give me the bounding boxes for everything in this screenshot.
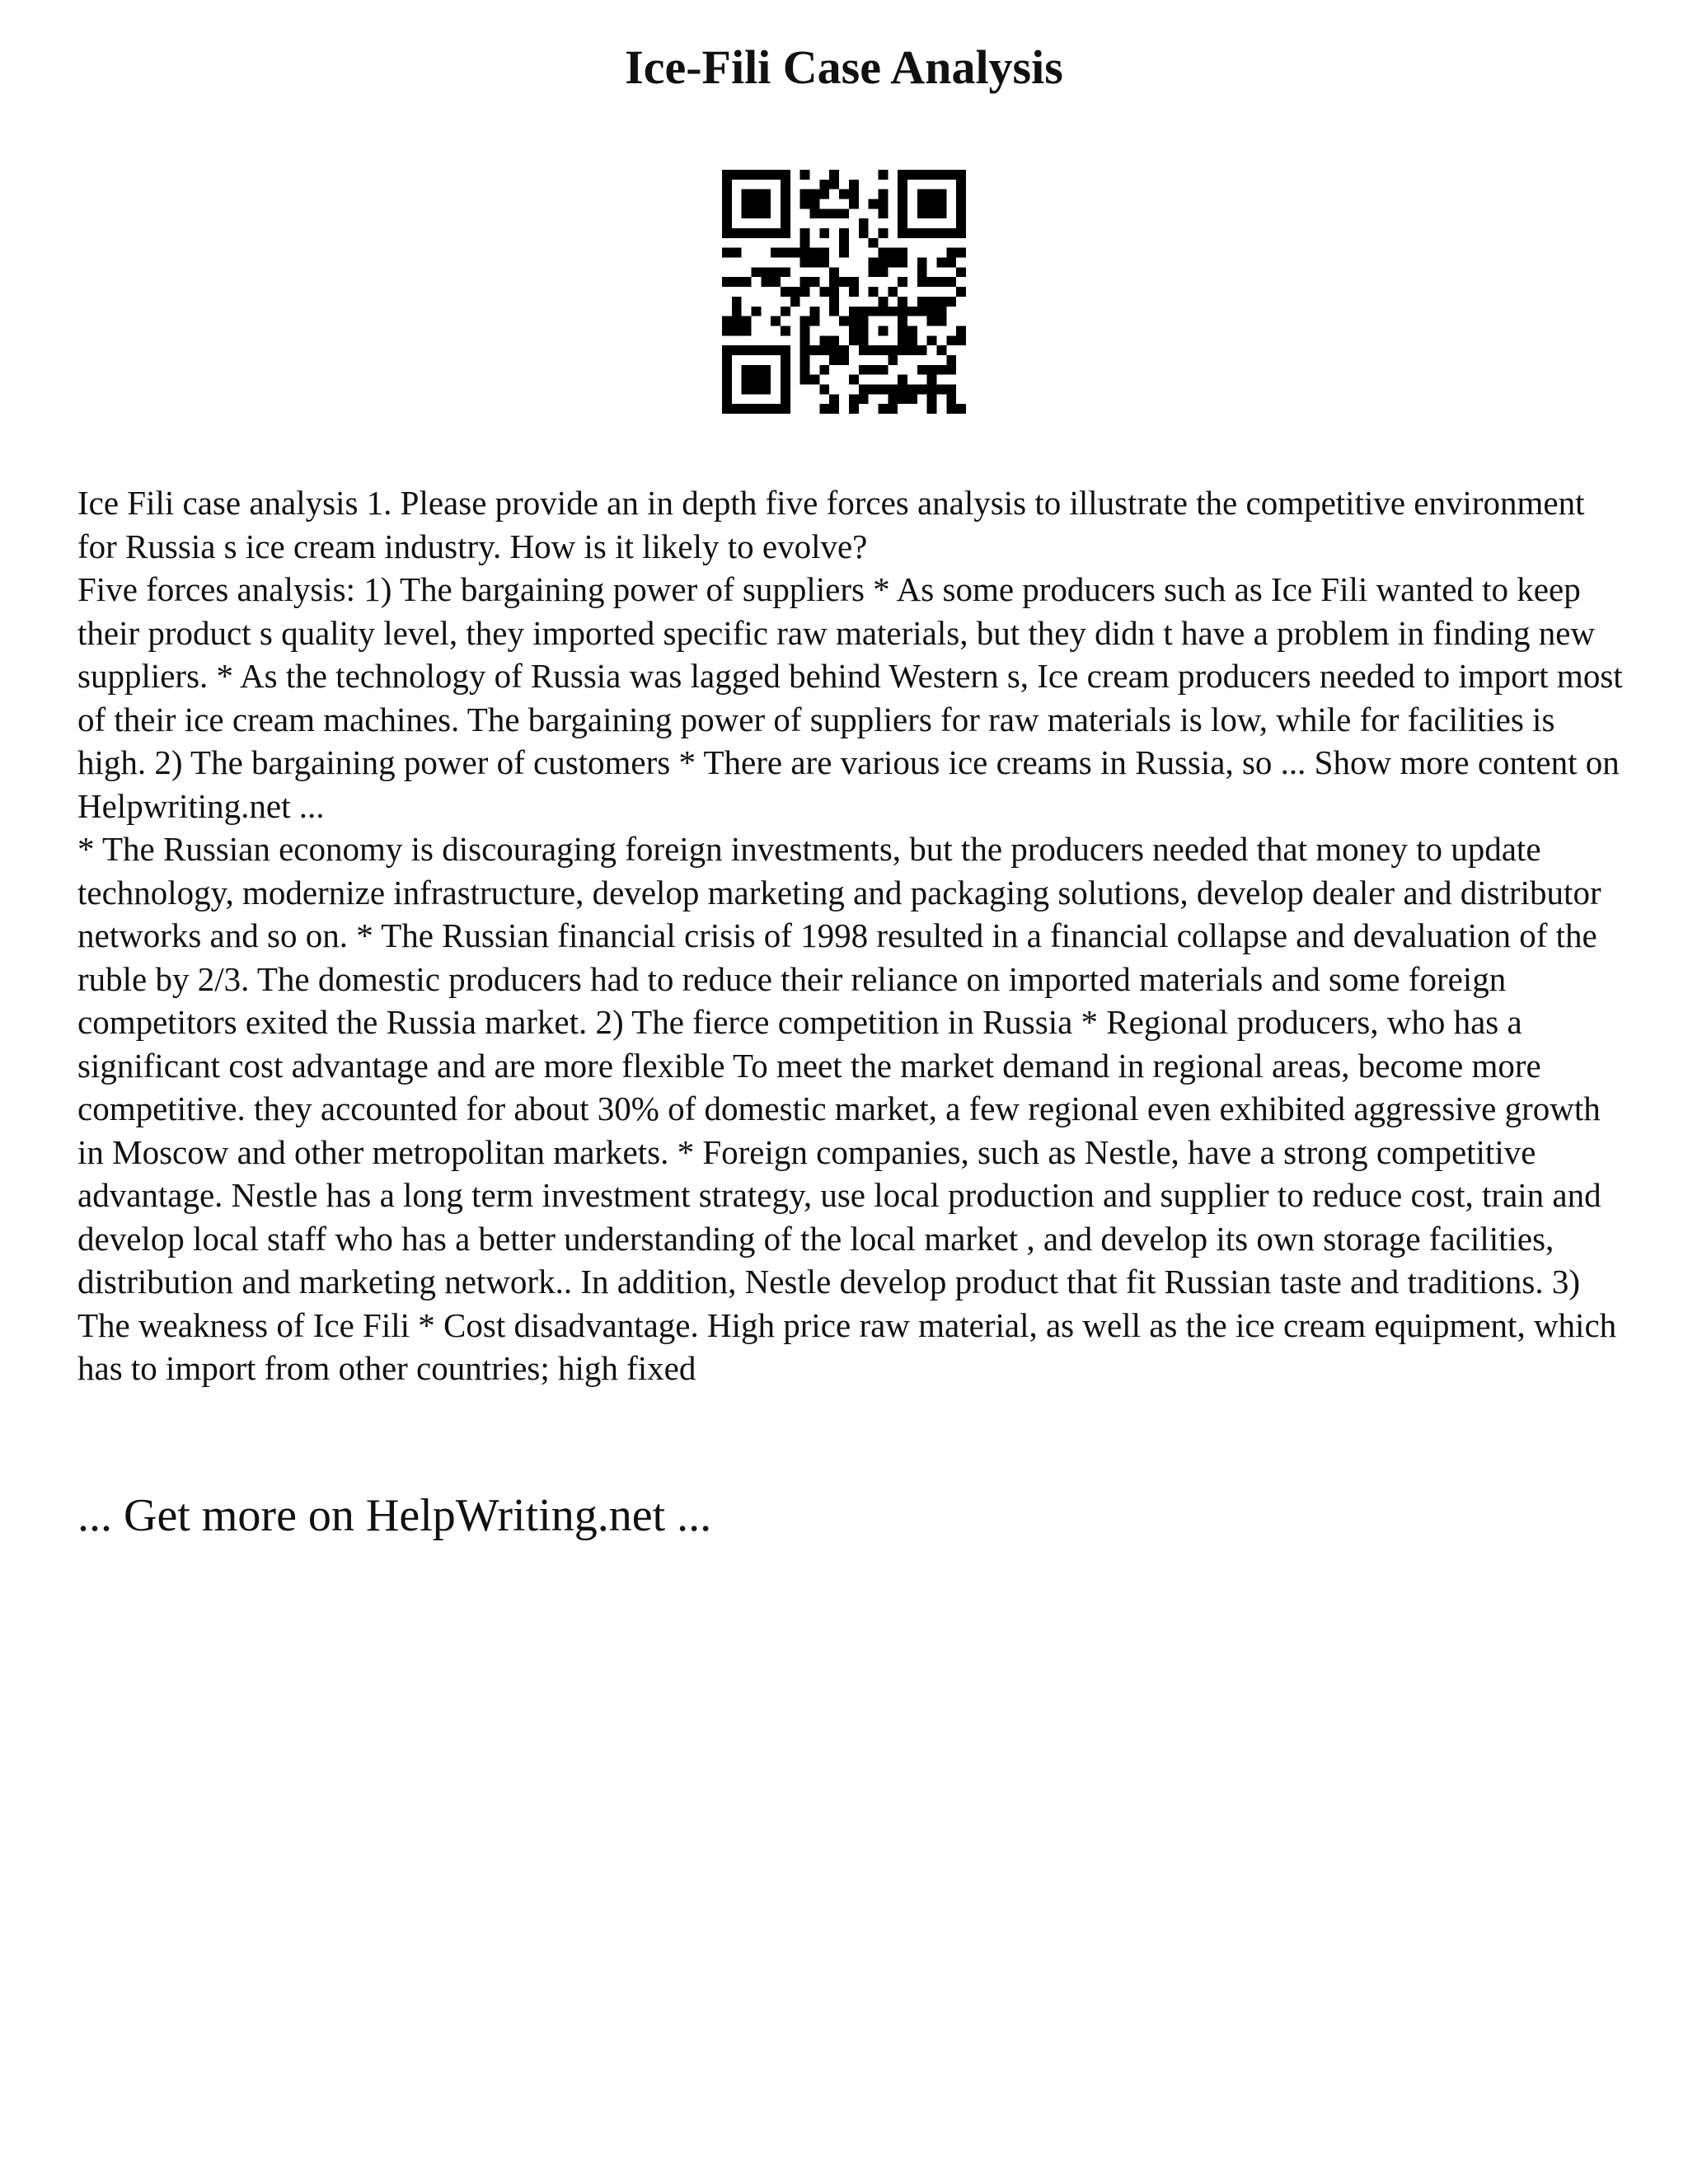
body-paragraph-competition: * The Russian economy is discouraging foreign investments, but the producers needed that money to update technology, modernize infrastructure, develop marketing and packaging solutions, develop dealer and distributor networks and so on. * The Russian financial crisis of 1998 resulted in a financial collapse and devaluation of the ruble by 2/3. The domestic producers had to reduce their reliance on imported materials and some foreign competitors exited the Russia market. 2) The fierce competition in Russia * Regional producers, who has a significant cost advantage and are more flexible To meet the market demand in regional areas, become more competitive. they accounted for about 30% of domestic market, a few regional even exhibited aggressive growth in Moscow and other metropolitan markets. * Foreign companies, such as Nestle, have a strong competitive advantage. Nestle has a long term investment strategy, use local production and supplier to reduce cost, train and develop local staff who has a better understanding of the local market , and develop its own storage facilities, distribution and marketing network.. In addition, Nestle develop product that fit Russian taste and traditions. 3) The weakness of Ice Fili * Cost disadvantage. High price raw material, as well as the ice cream equipment, which has to import from other countries; high fixed <box>77 830 1617 1387</box>
document-body <box>77 481 1627 1390</box>
body-paragraph-intro: Ice Fili case analysis 1. Please provide an in depth five forces analysis to illustrate the competitive environment for Russia s ice cream industry. How is it likely to evolve? <box>77 484 1585 565</box>
body-paragraph-five-forces: Five forces analysis: 1) The bargaining power of suppliers * As some producers such as Ice Fili wanted to keep their product s quality level, they imported specific raw materials, but they didn t have a problem in finding new suppliers. * As the technology of Russia was lagged behind Western s, Ice cream producers needed to import most of their ice cream machines. The bargaining power of suppliers for raw materials is low, while for facilities is high. 2) The bargaining power of customers * There are various ice creams in Russia, so ... Show more content on Helpwriting.net ... <box>77 570 1623 825</box>
qr-code-icon[interactable] <box>722 170 966 414</box>
get-more-link[interactable]: ... Get more on HelpWriting.net ... <box>77 1490 712 1541</box>
qr-code-graphic <box>722 170 966 414</box>
document-title: Ice-Fili Case Analysis <box>625 40 1063 94</box>
